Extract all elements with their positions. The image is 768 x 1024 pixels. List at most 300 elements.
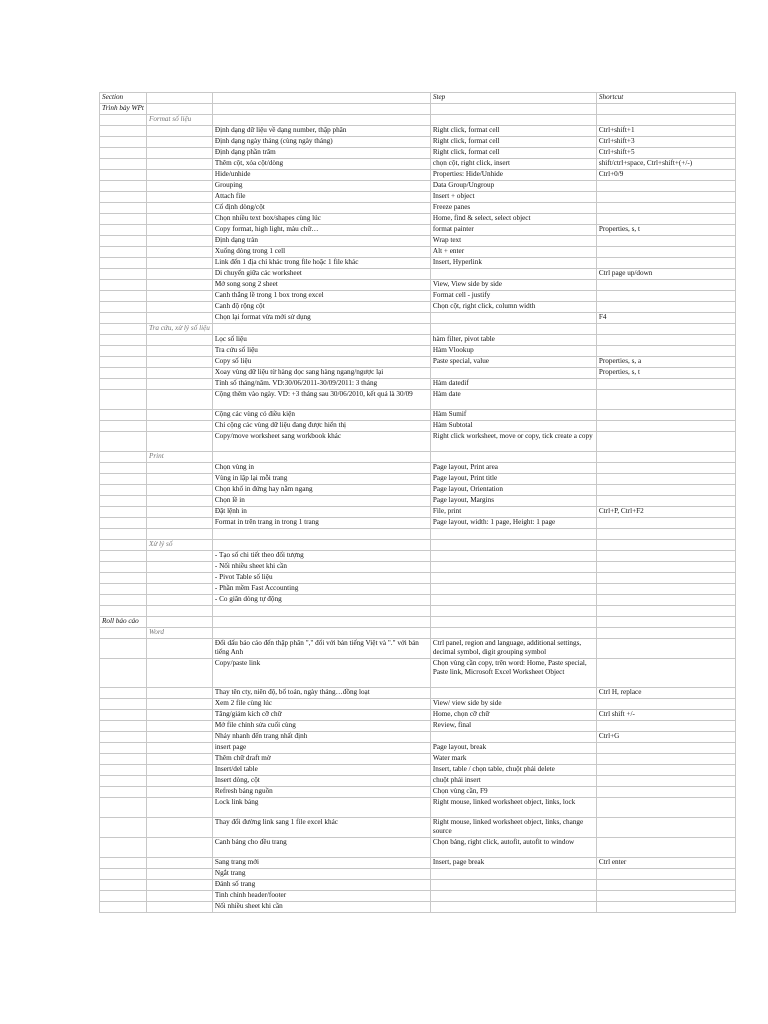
shortcut-cell[interactable]: Ctrl H, replace <box>596 688 735 699</box>
step-cell[interactable]: Right mouse, linked worksheet object, links, change source <box>430 818 596 838</box>
section-cell[interactable] <box>100 452 147 463</box>
section-cell[interactable] <box>100 584 147 595</box>
shortcut-cell[interactable] <box>596 335 735 346</box>
step-cell[interactable]: Right click, format cell <box>430 148 596 159</box>
shortcut-cell[interactable] <box>596 432 735 452</box>
step-cell[interactable] <box>430 891 596 902</box>
subsection-cell[interactable] <box>146 688 212 699</box>
section-cell[interactable] <box>100 507 147 518</box>
section-cell[interactable]: Roll báo cáo <box>100 617 147 628</box>
section-cell[interactable] <box>100 858 147 869</box>
step-cell[interactable] <box>430 313 596 324</box>
shortcut-cell[interactable] <box>596 754 735 765</box>
subsection-cell[interactable]: Xử lý số <box>146 540 212 551</box>
step-cell[interactable] <box>430 115 596 126</box>
subsection-cell[interactable] <box>146 639 212 659</box>
step-cell[interactable]: Home, find & select, select object <box>430 214 596 225</box>
section-cell[interactable] <box>100 159 147 170</box>
task-cell[interactable]: Copy format, high light, màu chữ… <box>212 225 430 236</box>
section-cell[interactable] <box>100 891 147 902</box>
task-cell[interactable]: Sang trang mới <box>212 858 430 869</box>
subsection-cell[interactable] <box>146 891 212 902</box>
subsection-cell[interactable] <box>146 584 212 595</box>
shortcut-cell[interactable] <box>596 838 735 858</box>
task-cell[interactable]: Chọn lại format vừa mới sử dụng <box>212 313 430 324</box>
shortcut-cell[interactable] <box>596 721 735 732</box>
section-cell[interactable] <box>100 214 147 225</box>
shortcut-cell[interactable] <box>596 659 735 688</box>
step-cell[interactable] <box>430 606 596 617</box>
shortcut-cell[interactable] <box>596 390 735 410</box>
shortcut-cell[interactable] <box>596 743 735 754</box>
subsection-cell[interactable] <box>146 181 212 192</box>
section-cell[interactable] <box>100 573 147 584</box>
task-cell[interactable]: Chọn nhiều text box/shapes cùng lúc <box>212 214 430 225</box>
subsection-cell[interactable] <box>146 798 212 818</box>
step-cell[interactable]: Insert + object <box>430 192 596 203</box>
subsection-cell[interactable] <box>146 507 212 518</box>
task-cell[interactable]: Lock link bảng <box>212 798 430 818</box>
task-cell[interactable]: - Tạo số chi tiết theo đối tượng <box>212 551 430 562</box>
shortcut-cell[interactable] <box>596 214 735 225</box>
task-cell[interactable] <box>212 617 430 628</box>
subsection-cell[interactable] <box>146 192 212 203</box>
section-cell[interactable] <box>100 463 147 474</box>
section-cell[interactable] <box>100 247 147 258</box>
step-cell[interactable] <box>430 324 596 335</box>
task-cell[interactable]: Chỉ cộng các vùng dữ liệu đang được hiển thị <box>212 421 430 432</box>
shortcut-cell[interactable]: Ctrl enter <box>596 858 735 869</box>
shortcut-cell[interactable]: Properties, s, t <box>596 225 735 236</box>
task-cell[interactable]: Thay đổi đường link sang 1 file excel khác <box>212 818 430 838</box>
shortcut-cell[interactable] <box>596 798 735 818</box>
task-cell[interactable]: Insert dòng, cột <box>212 776 430 787</box>
task-cell[interactable] <box>212 324 430 335</box>
task-cell[interactable]: Đổi dấu báo cáo đến thập phân "," đổi với bản tiếng Việt và "." với bản tiếng Anh <box>212 639 430 659</box>
shortcut-cell[interactable] <box>596 639 735 659</box>
subsection-cell[interactable] <box>146 258 212 269</box>
step-cell[interactable]: Right click worksheet, move or copy, tick create a copy <box>430 432 596 452</box>
shortcut-cell[interactable] <box>596 291 735 302</box>
step-cell[interactable]: Chọn vùng cần copy, trên word: Home, Paste special, Paste link, Microsoft Excel Worksheet Object <box>430 659 596 688</box>
subsection-cell[interactable] <box>146 335 212 346</box>
shortcut-cell[interactable] <box>596 699 735 710</box>
shortcut-cell[interactable] <box>596 421 735 432</box>
section-cell[interactable] <box>100 659 147 688</box>
step-cell[interactable]: Hàm Subtotal <box>430 421 596 432</box>
subsection-cell[interactable] <box>146 776 212 787</box>
task-cell[interactable]: Thêm chữ draft mờ <box>212 754 430 765</box>
step-cell[interactable]: Hàm Vlookup <box>430 346 596 357</box>
subsection-cell[interactable] <box>146 126 212 137</box>
task-cell[interactable]: Định dạng dữ liệu về dạng number, thập phân <box>212 126 430 137</box>
task-cell[interactable] <box>212 529 430 540</box>
task-cell[interactable]: Chọn lề in <box>212 496 430 507</box>
task-cell[interactable]: Tăng/giảm kích cỡ chữ <box>212 710 430 721</box>
task-cell[interactable]: Copy/paste link <box>212 659 430 688</box>
task-cell[interactable]: Thêm cột, xóa cột/dòng <box>212 159 430 170</box>
section-cell[interactable] <box>100 203 147 214</box>
section-cell[interactable] <box>100 302 147 313</box>
section-cell[interactable] <box>100 606 147 617</box>
subsection-cell[interactable] <box>146 743 212 754</box>
shortcut-cell[interactable] <box>596 474 735 485</box>
task-cell[interactable]: Link đến 1 địa chỉ khác trong file hoặc 1 file khác <box>212 258 430 269</box>
step-cell[interactable] <box>430 562 596 573</box>
task-cell[interactable]: Copy/move worksheet sang workbook khác <box>212 432 430 452</box>
subsection-cell[interactable] <box>146 818 212 838</box>
step-cell[interactable] <box>430 540 596 551</box>
step-cell[interactable] <box>430 732 596 743</box>
task-cell[interactable]: Tính số tháng/năm. VD:30/06/2011-30/09/2011: 3 tháng <box>212 379 430 390</box>
subsection-cell[interactable] <box>146 754 212 765</box>
shortcut-cell[interactable] <box>596 463 735 474</box>
shortcut-cell[interactable]: Ctrl+G <box>596 732 735 743</box>
shortcut-cell[interactable] <box>596 181 735 192</box>
task-cell[interactable]: Cố định dòng/cột <box>212 203 430 214</box>
step-cell[interactable] <box>430 529 596 540</box>
task-cell[interactable]: Canh độ rộng cột <box>212 302 430 313</box>
subsection-cell[interactable] <box>146 421 212 432</box>
section-cell[interactable] <box>100 269 147 280</box>
subsection-cell[interactable] <box>146 357 212 368</box>
step-cell[interactable]: Alt + enter <box>430 247 596 258</box>
shortcut-cell[interactable] <box>596 379 735 390</box>
step-cell[interactable]: Water mark <box>430 754 596 765</box>
section-cell[interactable] <box>100 126 147 137</box>
section-cell[interactable] <box>100 732 147 743</box>
shortcut-cell[interactable] <box>596 891 735 902</box>
step-cell[interactable]: Home, chọn cỡ chữ <box>430 710 596 721</box>
subsection-cell[interactable] <box>146 302 212 313</box>
subsection-cell[interactable] <box>146 562 212 573</box>
step-cell[interactable]: Chọn cột, right click, column width <box>430 302 596 313</box>
shortcut-cell[interactable]: Ctrl+shift+1 <box>596 126 735 137</box>
subsection-cell[interactable] <box>146 368 212 379</box>
task-cell[interactable]: Insert/del table <box>212 765 430 776</box>
task-cell[interactable]: Mở file chỉnh sửa cuối cùng <box>212 721 430 732</box>
shortcut-cell[interactable] <box>596 880 735 891</box>
step-cell[interactable]: Freeze panes <box>430 203 596 214</box>
step-cell[interactable]: File, print <box>430 507 596 518</box>
task-cell[interactable]: Cộng các vùng có điều kiện <box>212 410 430 421</box>
task-cell[interactable] <box>212 540 430 551</box>
section-cell[interactable] <box>100 595 147 606</box>
step-cell[interactable]: Right click, format cell <box>430 126 596 137</box>
section-cell[interactable] <box>100 518 147 529</box>
subsection-cell[interactable] <box>146 463 212 474</box>
subsection-cell[interactable] <box>146 214 212 225</box>
shortcut-cell[interactable] <box>596 573 735 584</box>
step-cell[interactable]: Insert, Hyperlink <box>430 258 596 269</box>
section-cell[interactable] <box>100 776 147 787</box>
task-cell[interactable]: Tinh chỉnh header/footer <box>212 891 430 902</box>
shortcut-cell[interactable] <box>596 302 735 313</box>
shortcut-cell[interactable]: Ctrl+shift+3 <box>596 137 735 148</box>
task-cell[interactable]: Format in trên trang in trong 1 trang <box>212 518 430 529</box>
task-cell[interactable]: Di chuyển giữa các worksheet <box>212 269 430 280</box>
subsection-cell[interactable] <box>146 710 212 721</box>
task-cell[interactable]: Định dạng phần trăm <box>212 148 430 159</box>
task-cell[interactable]: - Nối nhiều sheet khi cần <box>212 562 430 573</box>
section-cell[interactable] <box>100 754 147 765</box>
subsection-cell[interactable] <box>146 159 212 170</box>
section-cell[interactable] <box>100 710 147 721</box>
step-cell[interactable]: Hàm datedif <box>430 379 596 390</box>
subsection-cell[interactable] <box>146 765 212 776</box>
subsection-cell[interactable] <box>146 170 212 181</box>
task-cell[interactable]: Chọn vùng in <box>212 463 430 474</box>
subsection-cell[interactable] <box>146 104 212 115</box>
step-cell[interactable] <box>430 104 596 115</box>
subsection-cell[interactable] <box>146 269 212 280</box>
shortcut-cell[interactable] <box>596 280 735 291</box>
subsection-cell[interactable] <box>146 410 212 421</box>
task-cell[interactable]: Hide/unhide <box>212 170 430 181</box>
section-cell[interactable] <box>100 225 147 236</box>
step-cell[interactable] <box>430 617 596 628</box>
section-cell[interactable] <box>100 379 147 390</box>
step-cell[interactable]: View, View side by side <box>430 280 596 291</box>
step-cell[interactable]: Right click, format cell <box>430 137 596 148</box>
shortcut-cell[interactable]: Properties, s, t <box>596 368 735 379</box>
subsection-cell[interactable] <box>146 148 212 159</box>
subsection-cell[interactable] <box>146 838 212 858</box>
shortcut-cell[interactable] <box>596 258 735 269</box>
step-cell[interactable] <box>430 595 596 606</box>
subsection-cell[interactable] <box>146 496 212 507</box>
subsection-cell[interactable] <box>146 869 212 880</box>
task-cell[interactable]: Canh thẳng lề trong 1 box trong excel <box>212 291 430 302</box>
step-cell[interactable]: Chọn vùng cần, F9 <box>430 787 596 798</box>
task-cell[interactable]: Thay tên cty, niên độ, bổ toán, ngày tháng…đồng loạt <box>212 688 430 699</box>
shortcut-cell[interactable] <box>596 617 735 628</box>
shortcut-cell[interactable] <box>596 496 735 507</box>
step-cell[interactable]: Data Group/Ungroup <box>430 181 596 192</box>
shortcut-cell[interactable] <box>596 346 735 357</box>
step-cell[interactable] <box>430 269 596 280</box>
shortcut-cell[interactable] <box>596 562 735 573</box>
section-cell[interactable] <box>100 551 147 562</box>
shortcut-cell[interactable] <box>596 324 735 335</box>
shortcut-cell[interactable]: Properties, s, a <box>596 357 735 368</box>
shortcut-cell[interactable] <box>596 584 735 595</box>
shortcut-cell[interactable] <box>596 529 735 540</box>
subsection-cell[interactable] <box>146 902 212 913</box>
step-cell[interactable]: Format cell - justify <box>430 291 596 302</box>
shortcut-cell[interactable] <box>596 236 735 247</box>
subsection-cell[interactable] <box>146 732 212 743</box>
subsection-cell[interactable] <box>146 858 212 869</box>
task-cell[interactable]: insert page <box>212 743 430 754</box>
task-cell[interactable] <box>212 452 430 463</box>
section-cell[interactable] <box>100 765 147 776</box>
step-cell[interactable] <box>430 628 596 639</box>
shortcut-cell[interactable] <box>596 765 735 776</box>
subsection-cell[interactable] <box>146 595 212 606</box>
shortcut-cell[interactable] <box>596 410 735 421</box>
task-cell[interactable]: Định dạng ngày tháng (cùng ngày tháng) <box>212 137 430 148</box>
step-cell[interactable] <box>430 452 596 463</box>
step-cell[interactable]: chuột phải insert <box>430 776 596 787</box>
shortcut-cell[interactable]: shift/ctrl+space, Ctrl+shift+(+/-) <box>596 159 735 170</box>
subsection-cell[interactable] <box>146 313 212 324</box>
subsection-cell[interactable] <box>146 880 212 891</box>
section-cell[interactable] <box>100 699 147 710</box>
shortcut-cell[interactable] <box>596 518 735 529</box>
task-cell[interactable]: Tra cứu số liệu <box>212 346 430 357</box>
step-cell[interactable]: Paste special, value <box>430 357 596 368</box>
subsection-cell[interactable] <box>146 787 212 798</box>
task-cell[interactable]: Nối nhiều sheet khi cần <box>212 902 430 913</box>
shortcut-cell[interactable]: Ctrl page up/down <box>596 269 735 280</box>
task-cell[interactable]: Đánh số trang <box>212 880 430 891</box>
subsection-cell[interactable] <box>146 390 212 410</box>
shortcut-cell[interactable] <box>596 787 735 798</box>
step-cell[interactable]: Wrap text <box>430 236 596 247</box>
step-cell[interactable] <box>430 551 596 562</box>
subsection-cell[interactable]: Format số liệu <box>146 115 212 126</box>
section-cell[interactable] <box>100 390 147 410</box>
shortcut-cell[interactable] <box>596 628 735 639</box>
task-cell[interactable] <box>212 115 430 126</box>
step-cell[interactable] <box>430 902 596 913</box>
subsection-cell[interactable] <box>146 699 212 710</box>
shortcut-cell[interactable]: Ctrl+shift+5 <box>596 148 735 159</box>
section-cell[interactable] <box>100 540 147 551</box>
shortcut-cell[interactable]: Ctrl shift +/- <box>596 710 735 721</box>
task-cell[interactable]: Cộng thêm vào ngày. VD: +3 tháng sau 30/06/2010, kết quả là 30/09 <box>212 390 430 410</box>
section-cell[interactable] <box>100 346 147 357</box>
shortcut-cell[interactable]: Ctrl+P, Ctrl+F2 <box>596 507 735 518</box>
step-cell[interactable]: Page layout, Margins <box>430 496 596 507</box>
subsection-cell[interactable] <box>146 203 212 214</box>
section-cell[interactable] <box>100 170 147 181</box>
shortcut-cell[interactable] <box>596 869 735 880</box>
section-cell[interactable] <box>100 368 147 379</box>
task-cell[interactable]: Đặt lệnh in <box>212 507 430 518</box>
section-cell[interactable] <box>100 818 147 838</box>
step-cell[interactable]: View/ view side by side <box>430 699 596 710</box>
subsection-cell[interactable] <box>146 485 212 496</box>
subsection-cell[interactable] <box>146 529 212 540</box>
section-cell[interactable] <box>100 236 147 247</box>
step-cell[interactable]: format painter <box>430 225 596 236</box>
task-cell[interactable]: Nhảy nhanh đến trang nhất định <box>212 732 430 743</box>
task-cell[interactable]: Xuống dòng trong 1 cell <box>212 247 430 258</box>
section-cell[interactable]: Trình bày WPt <box>100 104 147 115</box>
subsection-cell[interactable] <box>146 432 212 452</box>
subsection-cell[interactable] <box>146 474 212 485</box>
task-cell[interactable]: Xoay vùng dữ liệu từ hàng dọc sang hàng ngang/ngược lại <box>212 368 430 379</box>
step-cell[interactable] <box>430 869 596 880</box>
task-cell[interactable] <box>212 104 430 115</box>
subsection-cell[interactable]: Tra cứu, xử lý số liệu <box>146 324 212 335</box>
section-cell[interactable] <box>100 721 147 732</box>
shortcut-cell[interactable]: F4 <box>596 313 735 324</box>
step-cell[interactable]: Page layout, Orientation <box>430 485 596 496</box>
step-cell[interactable] <box>430 573 596 584</box>
section-cell[interactable] <box>100 421 147 432</box>
subsection-cell[interactable] <box>146 247 212 258</box>
shortcut-cell[interactable] <box>596 115 735 126</box>
task-cell[interactable]: Grouping <box>212 181 430 192</box>
task-cell[interactable]: Canh bảng cho đều trang <box>212 838 430 858</box>
task-cell[interactable]: Định dạng tràn <box>212 236 430 247</box>
task-cell[interactable]: - Pivot Table số liệu <box>212 573 430 584</box>
section-cell[interactable] <box>100 485 147 496</box>
subsection-cell[interactable]: Print <box>146 452 212 463</box>
subsection-cell[interactable] <box>146 280 212 291</box>
section-cell[interactable] <box>100 743 147 754</box>
task-cell[interactable] <box>212 606 430 617</box>
step-cell[interactable]: Insert, table / chọn table, chuột phải delete <box>430 765 596 776</box>
shortcut-cell[interactable] <box>596 540 735 551</box>
shortcut-cell[interactable] <box>596 551 735 562</box>
task-cell[interactable]: Refresh bảng nguồn <box>212 787 430 798</box>
section-cell[interactable] <box>100 280 147 291</box>
shortcut-cell[interactable] <box>596 452 735 463</box>
task-cell[interactable]: Lọc số liệu <box>212 335 430 346</box>
subsection-cell[interactable] <box>146 346 212 357</box>
step-cell[interactable]: Review, final <box>430 721 596 732</box>
shortcut-cell[interactable] <box>596 606 735 617</box>
subsection-cell[interactable] <box>146 291 212 302</box>
step-cell[interactable]: Ctrl panel, region and language, additional settings, decimal symbol, digit grouping symbol <box>430 639 596 659</box>
subsection-cell[interactable] <box>146 551 212 562</box>
step-cell[interactable]: Hàm date <box>430 390 596 410</box>
step-cell[interactable]: hàm filter, pivot table <box>430 335 596 346</box>
task-cell[interactable]: Mở song song 2 sheet <box>212 280 430 291</box>
section-cell[interactable] <box>100 688 147 699</box>
step-cell[interactable]: Page layout, Print area <box>430 463 596 474</box>
shortcut-cell[interactable] <box>596 104 735 115</box>
step-cell[interactable] <box>430 584 596 595</box>
task-cell[interactable]: - Co giãn dòng tự động <box>212 595 430 606</box>
step-cell[interactable]: Properties: Hide/Unhide <box>430 170 596 181</box>
section-cell[interactable] <box>100 115 147 126</box>
step-cell[interactable] <box>430 880 596 891</box>
section-cell[interactable] <box>100 137 147 148</box>
task-cell[interactable]: Vùng in lặp lại mỗi trang <box>212 474 430 485</box>
section-cell[interactable] <box>100 335 147 346</box>
step-cell[interactable]: Page layout, Print title <box>430 474 596 485</box>
step-cell[interactable]: Page layout, break <box>430 743 596 754</box>
section-cell[interactable] <box>100 324 147 335</box>
subsection-cell[interactable] <box>146 606 212 617</box>
section-cell[interactable] <box>100 496 147 507</box>
task-cell[interactable] <box>212 628 430 639</box>
section-cell[interactable] <box>100 181 147 192</box>
shortcut-cell[interactable] <box>596 192 735 203</box>
subsection-cell[interactable]: Word <box>146 628 212 639</box>
subsection-cell[interactable] <box>146 379 212 390</box>
subsection-cell[interactable] <box>146 225 212 236</box>
task-cell[interactable]: Ngắt trang <box>212 869 430 880</box>
task-cell[interactable]: Attach file <box>212 192 430 203</box>
subsection-cell[interactable] <box>146 137 212 148</box>
subsection-cell[interactable] <box>146 617 212 628</box>
task-cell[interactable]: - Phần mềm Fast Accounting <box>212 584 430 595</box>
section-cell[interactable] <box>100 869 147 880</box>
subsection-cell[interactable] <box>146 659 212 688</box>
section-cell[interactable] <box>100 880 147 891</box>
subsection-cell[interactable] <box>146 518 212 529</box>
shortcut-cell[interactable]: Ctrl+0/9 <box>596 170 735 181</box>
step-cell[interactable]: chọn cột, right click, insert <box>430 159 596 170</box>
section-cell[interactable] <box>100 474 147 485</box>
section-cell[interactable] <box>100 529 147 540</box>
